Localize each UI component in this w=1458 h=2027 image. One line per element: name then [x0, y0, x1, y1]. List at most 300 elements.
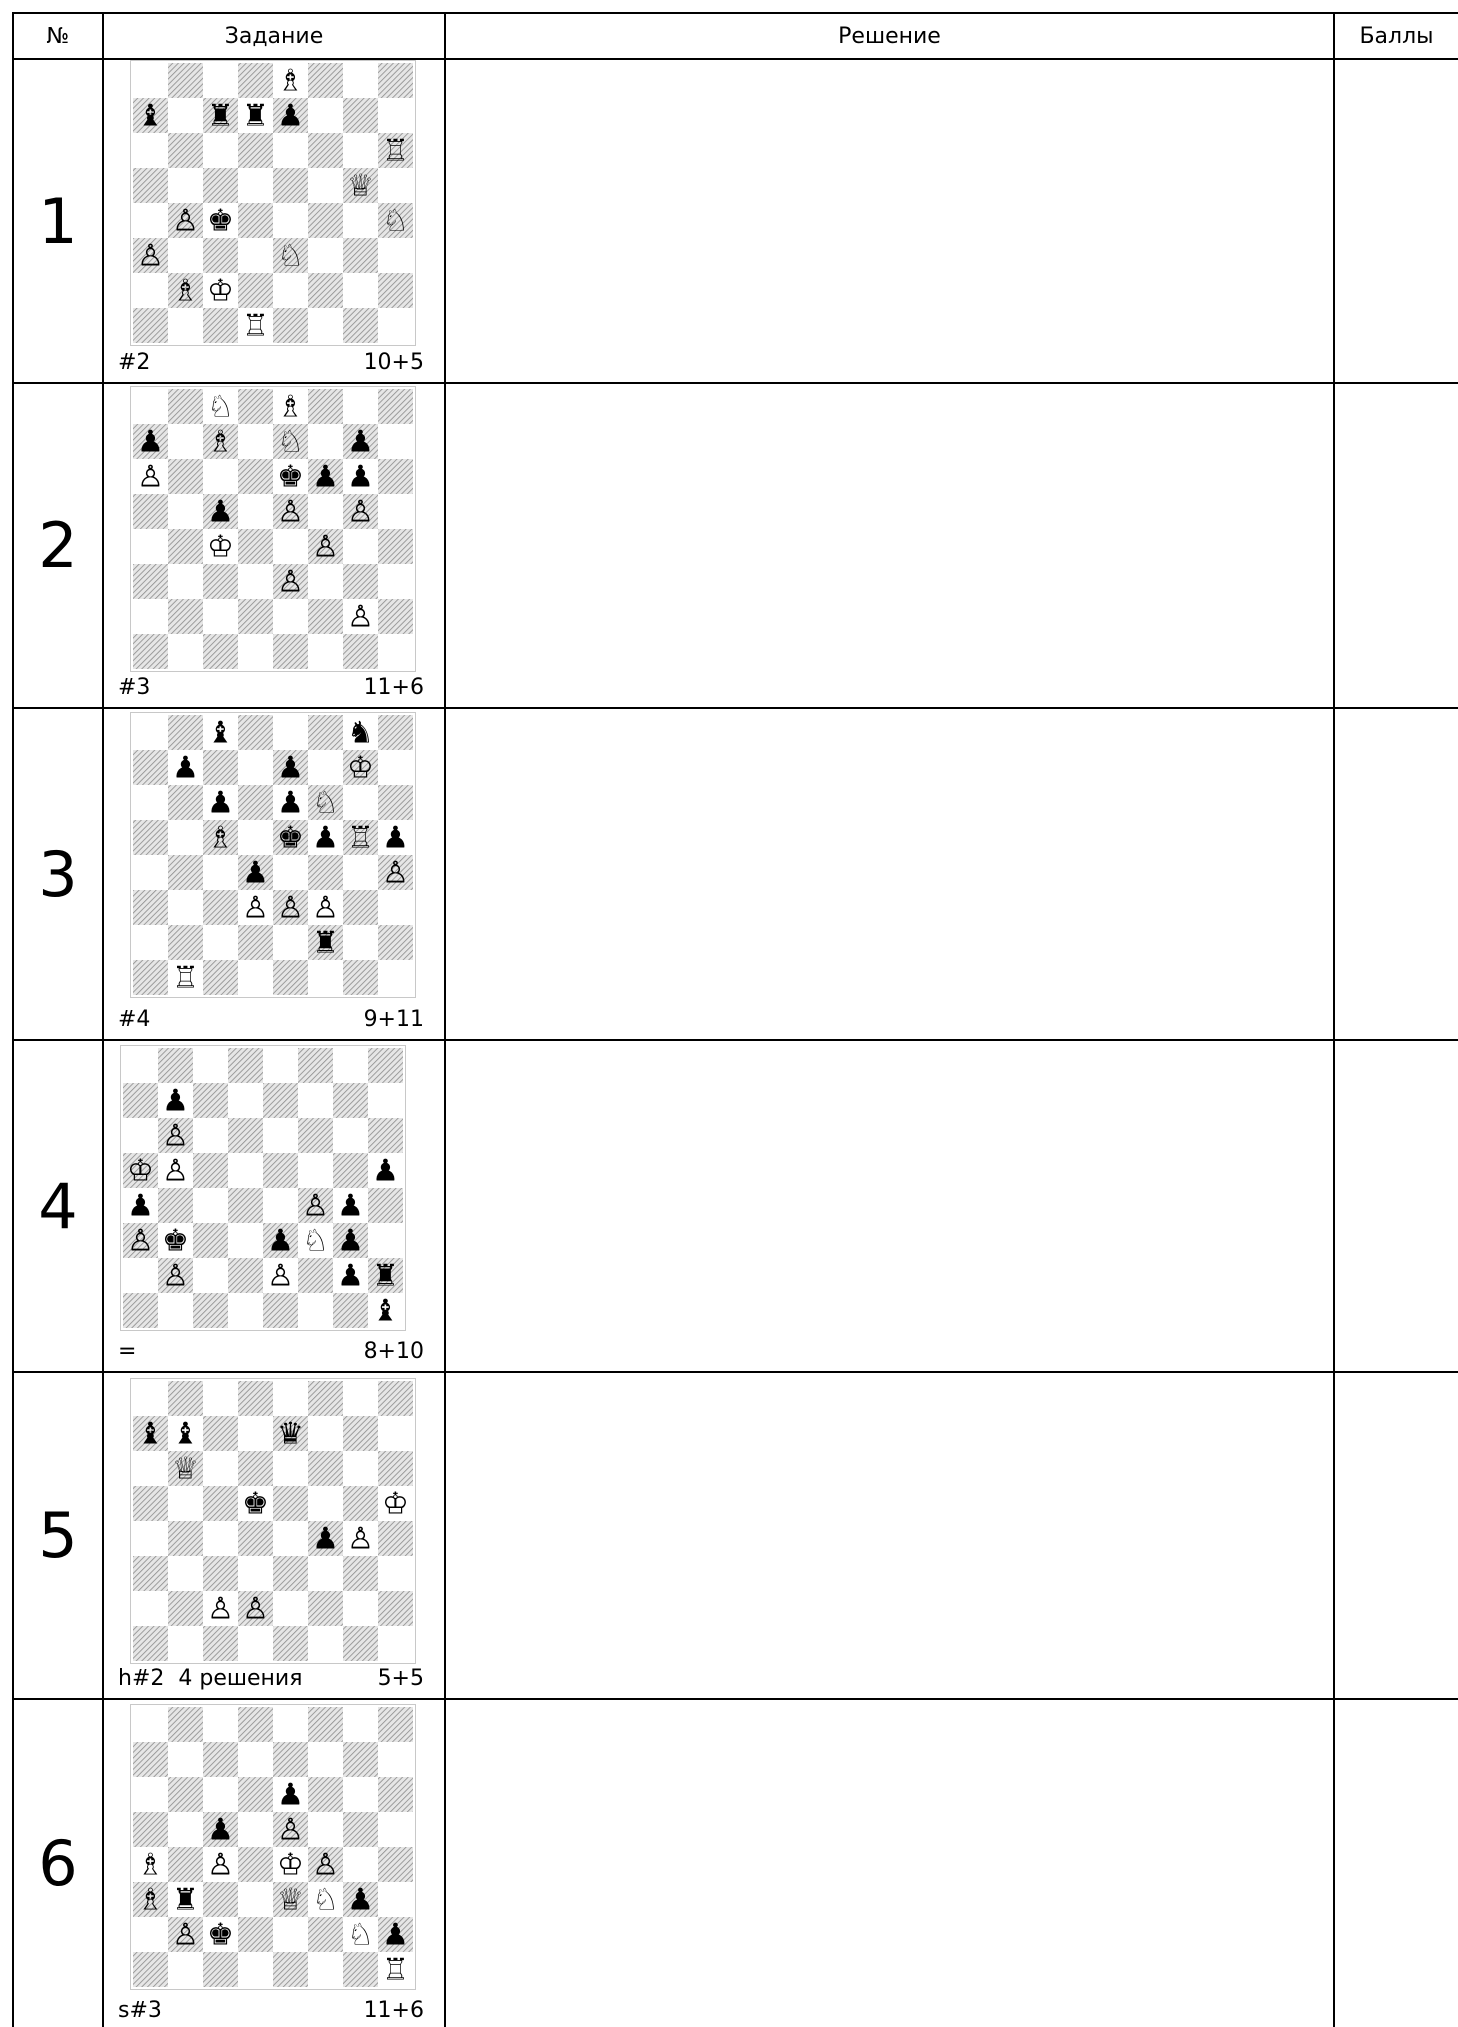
dark-square: [238, 1451, 273, 1486]
dark-square: [378, 1591, 413, 1626]
light-square: [238, 168, 273, 203]
light-square: [343, 529, 378, 564]
black-pawn-icon: ♟: [137, 424, 164, 460]
header-number: №: [46, 23, 70, 49]
dark-square: [238, 63, 273, 98]
dark-square: [378, 599, 413, 634]
dark-square: [168, 63, 203, 98]
light-square: [333, 1118, 368, 1153]
dark-square: [308, 1917, 343, 1952]
white-queen-icon: ♕: [347, 168, 374, 204]
light-square: [133, 599, 168, 634]
white-pawn-icon: ♙: [347, 599, 374, 635]
dark-square: [168, 529, 203, 564]
dark-square: [378, 459, 413, 494]
light-square: [168, 424, 203, 459]
dark-square: [133, 820, 168, 855]
dark-square: [168, 925, 203, 960]
light-square: [133, 1521, 168, 1556]
dark-square: [273, 1952, 308, 1987]
dark-square: [308, 715, 343, 750]
board-svg: [130, 386, 416, 672]
black-king-icon: ♚: [277, 820, 304, 856]
dark-square: [308, 599, 343, 634]
black-king-icon: ♚: [277, 459, 304, 495]
black-bishop-icon: ♝: [172, 1416, 199, 1452]
solution-cell[interactable]: [446, 709, 1333, 1039]
dark-square: [228, 1048, 263, 1083]
black-pawn-icon: ♟: [347, 424, 374, 460]
dark-square: [333, 1083, 368, 1118]
problem-number: 4: [38, 1169, 78, 1243]
light-square: [368, 1223, 403, 1258]
black-bishop-icon: ♝: [137, 1416, 164, 1452]
dark-square: [238, 133, 273, 168]
light-square: [203, 1381, 238, 1416]
dark-square: [308, 133, 343, 168]
light-square: [343, 203, 378, 238]
light-square: [308, 1556, 343, 1591]
light-square: [378, 424, 413, 459]
dark-square: [343, 564, 378, 599]
black-pawn-icon: ♟: [312, 820, 339, 856]
light-square: [378, 1742, 413, 1777]
light-square: [343, 1777, 378, 1812]
light-square: [133, 1917, 168, 1952]
light-square: [158, 1293, 193, 1328]
light-square: [168, 494, 203, 529]
points-cell[interactable]: [1335, 1041, 1458, 1371]
dark-square: [168, 389, 203, 424]
dark-square: [168, 599, 203, 634]
light-square: [273, 1591, 308, 1626]
dark-square: [168, 1521, 203, 1556]
black-pawn-icon: ♟: [127, 1188, 154, 1224]
dark-square: [368, 1188, 403, 1223]
dark-square: [203, 1626, 238, 1661]
white-bishop-icon: ♗: [137, 1882, 164, 1918]
dark-square: [238, 1521, 273, 1556]
dark-square: [298, 1048, 333, 1083]
white-pawn-icon: ♙: [242, 890, 269, 926]
light-square: [273, 1917, 308, 1952]
white-bishop-icon: ♗: [277, 389, 304, 425]
light-square: [308, 424, 343, 459]
points-cell[interactable]: [1335, 709, 1458, 1039]
white-knight-icon: ♘: [347, 1917, 374, 1953]
light-square: [168, 1952, 203, 1987]
stipulation: #3: [118, 675, 151, 700]
light-square: [238, 750, 273, 785]
dark-square: [203, 1556, 238, 1591]
white-pawn-icon: ♙: [312, 529, 339, 565]
light-square: [168, 1742, 203, 1777]
dark-square: [228, 1118, 263, 1153]
dark-square: [343, 238, 378, 273]
dark-square: [273, 1626, 308, 1661]
black-pawn-icon: ♟: [382, 1917, 409, 1953]
light-square: [308, 960, 343, 995]
chess-diagram: [120, 1045, 406, 1331]
light-square: [168, 168, 203, 203]
solution-cell[interactable]: [446, 1041, 1333, 1371]
light-square: [263, 1188, 298, 1223]
piece-count: 11+6: [363, 1998, 424, 2023]
light-square: [378, 750, 413, 785]
light-square: [228, 1153, 263, 1188]
dark-square: [133, 960, 168, 995]
white-pawn-icon: ♙: [277, 1812, 304, 1848]
white-king-icon: ♔: [382, 1486, 409, 1522]
light-square: [133, 1591, 168, 1626]
white-rook-icon: ♖: [242, 308, 269, 344]
light-square: [133, 1777, 168, 1812]
dark-square: [203, 750, 238, 785]
problem-number: 3: [38, 837, 78, 911]
header-points: Баллы: [1359, 23, 1434, 49]
dark-square: [193, 1293, 228, 1328]
dark-square: [273, 168, 308, 203]
light-square: [343, 1591, 378, 1626]
white-pawn-icon: ♙: [242, 1591, 269, 1627]
black-rook-icon: ♜: [207, 98, 234, 134]
dark-square: [168, 459, 203, 494]
dark-square: [343, 1952, 378, 1987]
light-square: [123, 1258, 158, 1293]
black-pawn-icon: ♟: [207, 785, 234, 821]
light-square: [343, 1451, 378, 1486]
dark-square: [308, 1777, 343, 1812]
white-king-icon: ♔: [207, 529, 234, 565]
chess-diagram: [130, 1378, 416, 1664]
dark-square: [203, 1952, 238, 1987]
light-square: [133, 389, 168, 424]
chess-diagram: [130, 712, 416, 998]
light-square: [343, 1847, 378, 1882]
light-square: [238, 238, 273, 273]
white-rook-icon: ♖: [382, 1952, 409, 1988]
light-square: [168, 238, 203, 273]
dark-square: [133, 564, 168, 599]
light-square: [133, 203, 168, 238]
dark-square: [333, 1153, 368, 1188]
stipulation: h#2 4 решения: [118, 1666, 303, 1691]
white-pawn-icon: ♙: [277, 564, 304, 600]
light-square: [273, 925, 308, 960]
dark-square: [203, 1486, 238, 1521]
light-square: [333, 1048, 368, 1083]
light-square: [263, 1118, 298, 1153]
light-square: [168, 1556, 203, 1591]
light-square: [228, 1293, 263, 1328]
points-cell[interactable]: [1335, 60, 1458, 382]
dark-square: [203, 634, 238, 669]
chess-diagram: [130, 60, 416, 346]
light-square: [238, 424, 273, 459]
light-square: [378, 1416, 413, 1451]
solution-cell[interactable]: [446, 1373, 1333, 1698]
dark-square: [168, 1847, 203, 1882]
dark-square: [273, 308, 308, 343]
black-pawn-icon: ♟: [242, 855, 269, 891]
light-square: [308, 1812, 343, 1847]
light-square: [193, 1118, 228, 1153]
light-square: [308, 1626, 343, 1661]
black-pawn-icon: ♟: [312, 459, 339, 495]
board-svg: [130, 1704, 416, 1990]
dark-square: [158, 1048, 193, 1083]
light-square: [263, 1048, 298, 1083]
dark-square: [238, 599, 273, 634]
board-svg: [130, 1378, 416, 1664]
chess-diagram: [130, 386, 416, 672]
light-square: [133, 855, 168, 890]
white-rook-icon: ♖: [347, 820, 374, 856]
light-square: [168, 564, 203, 599]
black-pawn-icon: ♟: [277, 98, 304, 134]
white-knight-icon: ♘: [382, 203, 409, 239]
dark-square: [238, 389, 273, 424]
white-pawn-icon: ♙: [312, 890, 339, 926]
dark-square: [273, 634, 308, 669]
light-square: [168, 1812, 203, 1847]
light-square: [378, 308, 413, 343]
light-square: [273, 203, 308, 238]
dark-square: [343, 1626, 378, 1661]
piece-count: 8+10: [363, 1339, 424, 1364]
points-cell[interactable]: [1335, 1700, 1458, 2027]
dark-square: [308, 855, 343, 890]
white-bishop-icon: ♗: [207, 820, 234, 856]
light-square: [273, 599, 308, 634]
white-bishop-icon: ♗: [137, 1847, 164, 1883]
light-square: [203, 63, 238, 98]
light-square: [133, 1451, 168, 1486]
black-queen-icon: ♛: [277, 1416, 304, 1452]
black-king-icon: ♚: [242, 1486, 269, 1522]
black-knight-icon: ♞: [347, 715, 374, 751]
black-pawn-icon: ♟: [277, 750, 304, 786]
dark-square: [203, 1882, 238, 1917]
black-king-icon: ♚: [207, 203, 234, 239]
black-rook-icon: ♜: [372, 1258, 399, 1294]
light-square: [133, 925, 168, 960]
black-rook-icon: ♜: [242, 98, 269, 134]
light-square: [308, 634, 343, 669]
dark-square: [238, 785, 273, 820]
dark-square: [168, 785, 203, 820]
light-square: [133, 715, 168, 750]
black-pawn-icon: ♟: [207, 1812, 234, 1848]
white-pawn-icon: ♙: [162, 1258, 189, 1294]
black-pawn-icon: ♟: [172, 750, 199, 786]
light-square: [378, 98, 413, 133]
stipulation: s#3: [118, 1998, 162, 2023]
dark-square: [378, 1847, 413, 1882]
light-square: [308, 168, 343, 203]
white-pawn-icon: ♙: [277, 890, 304, 926]
solution-cell[interactable]: [446, 384, 1333, 707]
dark-square: [308, 1451, 343, 1486]
problem-number: 6: [38, 1827, 78, 1900]
light-square: [133, 63, 168, 98]
light-square: [193, 1188, 228, 1223]
black-bishop-icon: ♝: [372, 1293, 399, 1329]
solution-cell[interactable]: [446, 1700, 1333, 2027]
dark-square: [203, 564, 238, 599]
white-king-icon: ♔: [347, 750, 374, 786]
light-square: [133, 273, 168, 308]
dark-square: [368, 1118, 403, 1153]
light-square: [273, 133, 308, 168]
solution-cell[interactable]: [446, 60, 1333, 382]
black-pawn-icon: ♟: [337, 1258, 364, 1294]
white-knight-icon: ♘: [277, 238, 304, 274]
dark-square: [378, 1381, 413, 1416]
dark-square: [333, 1293, 368, 1328]
dark-square: [228, 1188, 263, 1223]
light-square: [378, 634, 413, 669]
light-square: [273, 1521, 308, 1556]
light-square: [308, 308, 343, 343]
light-square: [343, 855, 378, 890]
light-square: [228, 1223, 263, 1258]
dark-square: [203, 1742, 238, 1777]
black-rook-icon: ♜: [172, 1882, 199, 1918]
light-square: [308, 1416, 343, 1451]
dark-square: [203, 308, 238, 343]
piece-count: 9+11: [363, 1007, 424, 1032]
dark-square: [343, 98, 378, 133]
dark-square: [133, 168, 168, 203]
light-square: [308, 564, 343, 599]
black-pawn-icon: ♟: [347, 1882, 374, 1918]
light-square: [378, 890, 413, 925]
light-square: [168, 890, 203, 925]
light-square: [168, 1626, 203, 1661]
white-queen-icon: ♕: [277, 1882, 304, 1918]
light-square: [343, 63, 378, 98]
dark-square: [298, 1118, 333, 1153]
light-square: [168, 308, 203, 343]
black-pawn-icon: ♟: [372, 1153, 399, 1189]
black-pawn-icon: ♟: [162, 1083, 189, 1119]
stipulation: =: [118, 1339, 137, 1364]
dark-square: [308, 203, 343, 238]
light-square: [168, 820, 203, 855]
light-square: [308, 494, 343, 529]
stipulation: #2: [118, 350, 151, 375]
points-cell[interactable]: [1335, 384, 1458, 707]
light-square: [273, 1451, 308, 1486]
dark-square: [203, 960, 238, 995]
piece-count: 5+5: [377, 1666, 424, 1691]
points-cell[interactable]: [1335, 1373, 1458, 1698]
header-task: Задание: [224, 23, 324, 49]
dark-square: [203, 1416, 238, 1451]
light-square: [298, 1293, 333, 1328]
dark-square: [203, 890, 238, 925]
black-pawn-icon: ♟: [207, 494, 234, 530]
white-bishop-icon: ♗: [207, 424, 234, 460]
dark-square: [228, 1258, 263, 1293]
column-divider: [102, 12, 104, 2027]
dark-square: [343, 1556, 378, 1591]
dark-square: [133, 1952, 168, 1987]
dark-square: [193, 1083, 228, 1118]
white-knight-icon: ♘: [312, 785, 339, 821]
white-pawn-icon: ♙: [162, 1153, 189, 1189]
dark-square: [378, 63, 413, 98]
white-pawn-icon: ♙: [162, 1118, 189, 1154]
board-svg: [120, 1045, 406, 1331]
dark-square: [133, 1556, 168, 1591]
dark-square: [168, 1381, 203, 1416]
light-square: [378, 494, 413, 529]
dark-square: [298, 1258, 333, 1293]
dark-square: [168, 1707, 203, 1742]
dark-square: [133, 1626, 168, 1661]
light-square: [343, 785, 378, 820]
dark-square: [193, 1153, 228, 1188]
light-square: [343, 925, 378, 960]
white-pawn-icon: ♙: [137, 238, 164, 274]
light-square: [378, 1626, 413, 1661]
dark-square: [238, 715, 273, 750]
light-square: [193, 1048, 228, 1083]
white-pawn-icon: ♙: [347, 1521, 374, 1557]
light-square: [203, 1521, 238, 1556]
dark-square: [343, 634, 378, 669]
light-square: [203, 1707, 238, 1742]
light-square: [228, 1083, 263, 1118]
black-bishop-icon: ♝: [137, 98, 164, 134]
light-square: [273, 1381, 308, 1416]
dark-square: [168, 1777, 203, 1812]
white-pawn-icon: ♙: [312, 1847, 339, 1883]
light-square: [133, 1381, 168, 1416]
dark-square: [123, 1083, 158, 1118]
dark-square: [203, 168, 238, 203]
dark-square: [308, 1381, 343, 1416]
light-square: [203, 459, 238, 494]
light-square: [203, 1777, 238, 1812]
stipulation: #4: [118, 1007, 151, 1032]
dark-square: [343, 1416, 378, 1451]
white-knight-icon: ♘: [302, 1223, 329, 1259]
light-square: [133, 785, 168, 820]
white-rook-icon: ♖: [172, 960, 199, 996]
light-square: [378, 238, 413, 273]
board-svg: [130, 60, 416, 346]
light-square: [308, 238, 343, 273]
black-pawn-icon: ♟: [277, 1777, 304, 1813]
light-square: [343, 133, 378, 168]
dark-square: [193, 1223, 228, 1258]
dark-square: [123, 1293, 158, 1328]
black-rook-icon: ♜: [312, 925, 339, 961]
dark-square: [203, 238, 238, 273]
light-square: [238, 494, 273, 529]
chess-diagram: [130, 1704, 416, 1990]
light-square: [273, 855, 308, 890]
dark-square: [238, 1707, 273, 1742]
dark-square: [168, 855, 203, 890]
black-king-icon: ♚: [207, 1917, 234, 1953]
dark-square: [378, 785, 413, 820]
light-square: [203, 855, 238, 890]
dark-square: [238, 529, 273, 564]
